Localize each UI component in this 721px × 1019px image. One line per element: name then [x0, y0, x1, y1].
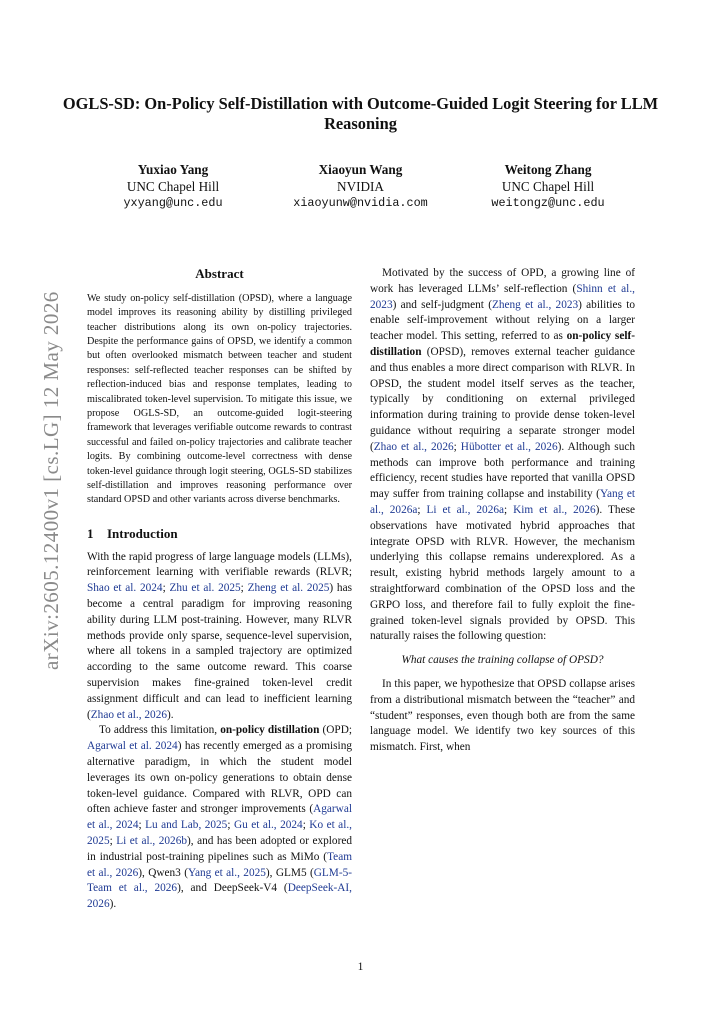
bold-term: on-policy self-distillation [370, 330, 636, 358]
intro-paragraph-2 [87, 723, 352, 913]
author-name: Weitong Zhang [504, 162, 592, 177]
abstract-heading: Abstract [195, 266, 244, 281]
intro-paragraph-1 [87, 550, 352, 724]
text-run: ), and DeepSeek-V4 ( [177, 882, 288, 895]
text-run: With the rapid progress of large language models (LLMs), reinforcement learning with verifiable rewards (RLVR; [87, 550, 352, 579]
author-name: Yuxiao Yang [137, 162, 209, 177]
page-number: 1 [357, 961, 364, 973]
text-run: ). [167, 708, 174, 721]
citation-link[interactable]: Li et al., 2026a [426, 503, 505, 516]
text-run: Motivated by the success of OPD, a growing line of work has leveraged LLMs’ self-reflection ( [370, 267, 635, 295]
citation-link[interactable]: Gu et al., 2024 [233, 819, 303, 832]
author-affiliation: UNC Chapel Hill [501, 179, 595, 194]
text-run: To address this limitation, [99, 724, 221, 737]
citation-link[interactable]: Zhao et al., 2026 [373, 440, 454, 453]
author-affiliation: NVIDIA [337, 179, 384, 194]
text-run: ) abilities to enable self-improvement without relying on a larger teacher model. This setting, referred to as [370, 298, 635, 343]
text-run: (OPSD), removes external teacher guidance and thus enables a more direct comparison with RLVR. In OPSD, the student model itself serves as the teacher, typically by conditioning on external privileged information during training to provide dense token-level guidance without requiring a separate stronger model ( [370, 345, 635, 453]
text-run: ; [109, 835, 117, 848]
paper-title: OGLS-SD: On-Policy Self-Distillation with Outcome-Guided Logit Steering for LLM Reasoning [62, 94, 659, 133]
author-2 [276, 161, 446, 212]
text-run: ), GLM5 ( [265, 866, 314, 879]
text-run: ; [227, 819, 234, 832]
author-name: Xiaoyun Wang [318, 162, 403, 177]
intro-paragraph-3 [370, 266, 635, 645]
citation-link[interactable]: Zheng et al. 2025 [247, 582, 330, 595]
citation-link[interactable]: Shinn et al., 2023 [370, 282, 635, 311]
citation-link[interactable]: Agarwal et al., 2024 [87, 803, 352, 832]
author-email: yxyang@unc.edu [123, 196, 223, 210]
citation-link[interactable]: Lu and Lab, 2025 [145, 819, 228, 832]
author-affiliation: UNC Chapel Hill [126, 179, 220, 194]
right-column [370, 266, 635, 756]
citation-link[interactable]: Yang et al., 2026a [370, 488, 635, 516]
text-run: ; [240, 582, 248, 595]
text-run: ). [109, 898, 117, 911]
text-run: ), Qwen3 ( [138, 866, 188, 879]
left-column [87, 266, 352, 913]
citation-link[interactable]: Kim et al., 2026 [513, 503, 596, 516]
citation-link[interactable]: Zheng et al., 2023 [491, 298, 579, 311]
author-3 [463, 161, 633, 212]
citation-link[interactable]: Shao et al. 2024 [87, 582, 163, 595]
section-title: Introduction [107, 525, 178, 541]
author-email: xiaoyunw@nvidia.com [293, 196, 428, 210]
arxiv-identifier: arXiv:2605.12400v1 [cs.LG] 12 May 2026 [39, 291, 63, 670]
citation-link[interactable]: Ko et al., 2025 [87, 819, 352, 848]
section-heading [87, 526, 352, 542]
text-run: ) has recently emerged as a promising alternative paradigm, in which the student model leverages its own on-policy generations to obtain dense token-level guidance. Compared with RLVR, OPD can often achieve faster and stronger improvements ( [87, 740, 352, 816]
text-run: ; [504, 503, 514, 516]
citation-link[interactable]: Li et al., 2026b [116, 835, 187, 848]
text-run: ; [417, 503, 427, 516]
section-number: 1 [87, 525, 94, 541]
citation-link[interactable]: Yang et al., 2025 [187, 866, 266, 879]
citation-link[interactable]: Agarwal et al. 2024 [87, 740, 178, 753]
intro-paragraph-4 [370, 677, 635, 756]
author-list [88, 161, 633, 212]
citation-link[interactable]: DeepSeek-AI, 2026 [87, 882, 353, 911]
text-run: (OPD; [319, 724, 352, 737]
text-run: ). Although such methods can improve both performance and training efficiency, recent studies have reported that vanilla OPSD may suffer from training collapse and instability ( [370, 440, 635, 501]
citation-link[interactable]: Team et al., 2026 [87, 850, 352, 879]
research-question: What causes the training collapse of OPSD? [401, 654, 604, 667]
text-run: ) and self-judgment ( [392, 298, 492, 311]
text-run: ). These observations have motivated hybrid approaches that integrate OPSD with RLVR. However, the mechanism underlying this collapse remains underexplored. As a result, existing hybrid methods largely amount to a straightforward combination of the OPSD loss and the GRPO loss, and therefore fail to fully exploit the fine-grained token-level signals provided by OPSD. This naturally raises the following question: [370, 503, 635, 643]
text-run: ) has become a central paradigm for improving reasoning ability during LLM post-training. However, many RLVR methods provide only sparse, sequence-level supervision, where all tokens in a sampled trajectory are optimized according to the same outcome reward. This coarse supervision makes fine-grained token-level credit assignment difficult and can lead to inefficient learning ( [87, 582, 352, 721]
text-run: ; [162, 582, 170, 595]
author-1 [88, 161, 258, 212]
text-run: In this paper, we hypothesize that OPSD collapse arises from a distributional mismatch between the “teacher” and “student” responses, even though both are from the same language model. We identify two key sources of this mismatch. First, when [370, 677, 635, 754]
text-run: ; [302, 819, 310, 832]
text-run: ), and has been adopted or explored in industrial post-training pipelines such as MiMo ( [87, 835, 352, 863]
abstract-text: We study on-policy self-distillation (OPSD), where a language model improves its reasoning ability by distilling privileged teacher distributions along its own on-policy trajectories. Despite the performance gains of OPSD, we identify a common but often overlooked mismatch between teacher and student responses: self-reflected teacher responses can be shifted by reflection-induced bias and response templates, leading to miscalibrated token-level supervision. To mitigate this issue, we propose OGLS-SD, an outcome-guided logit-steering framework that leverages verifiable outcome rewards to contrast successful and failed on-policy trajectories and calibrate teacher logits. By combining outcome-level correctness with dense token-level guidance through logit steering, OGLS-SD stabilizes self-distillation and improves reasoning performance over standard OPSD and other variants across diverse benchmarks. [87, 292, 352, 506]
text-run: ; [453, 440, 461, 453]
bold-term: on-policy distillation [220, 724, 320, 737]
citation-link[interactable]: GLM-5-Team et al., 2026 [87, 866, 352, 895]
text-run: ; [138, 819, 146, 832]
citation-link[interactable]: Zhu et al. 2025 [169, 582, 241, 595]
citation-link[interactable]: Zhao et al., 2026 [90, 708, 167, 721]
citation-link[interactable]: Hübotter et al., 2026 [460, 440, 558, 453]
author-email: weitongz@unc.edu [491, 196, 605, 210]
